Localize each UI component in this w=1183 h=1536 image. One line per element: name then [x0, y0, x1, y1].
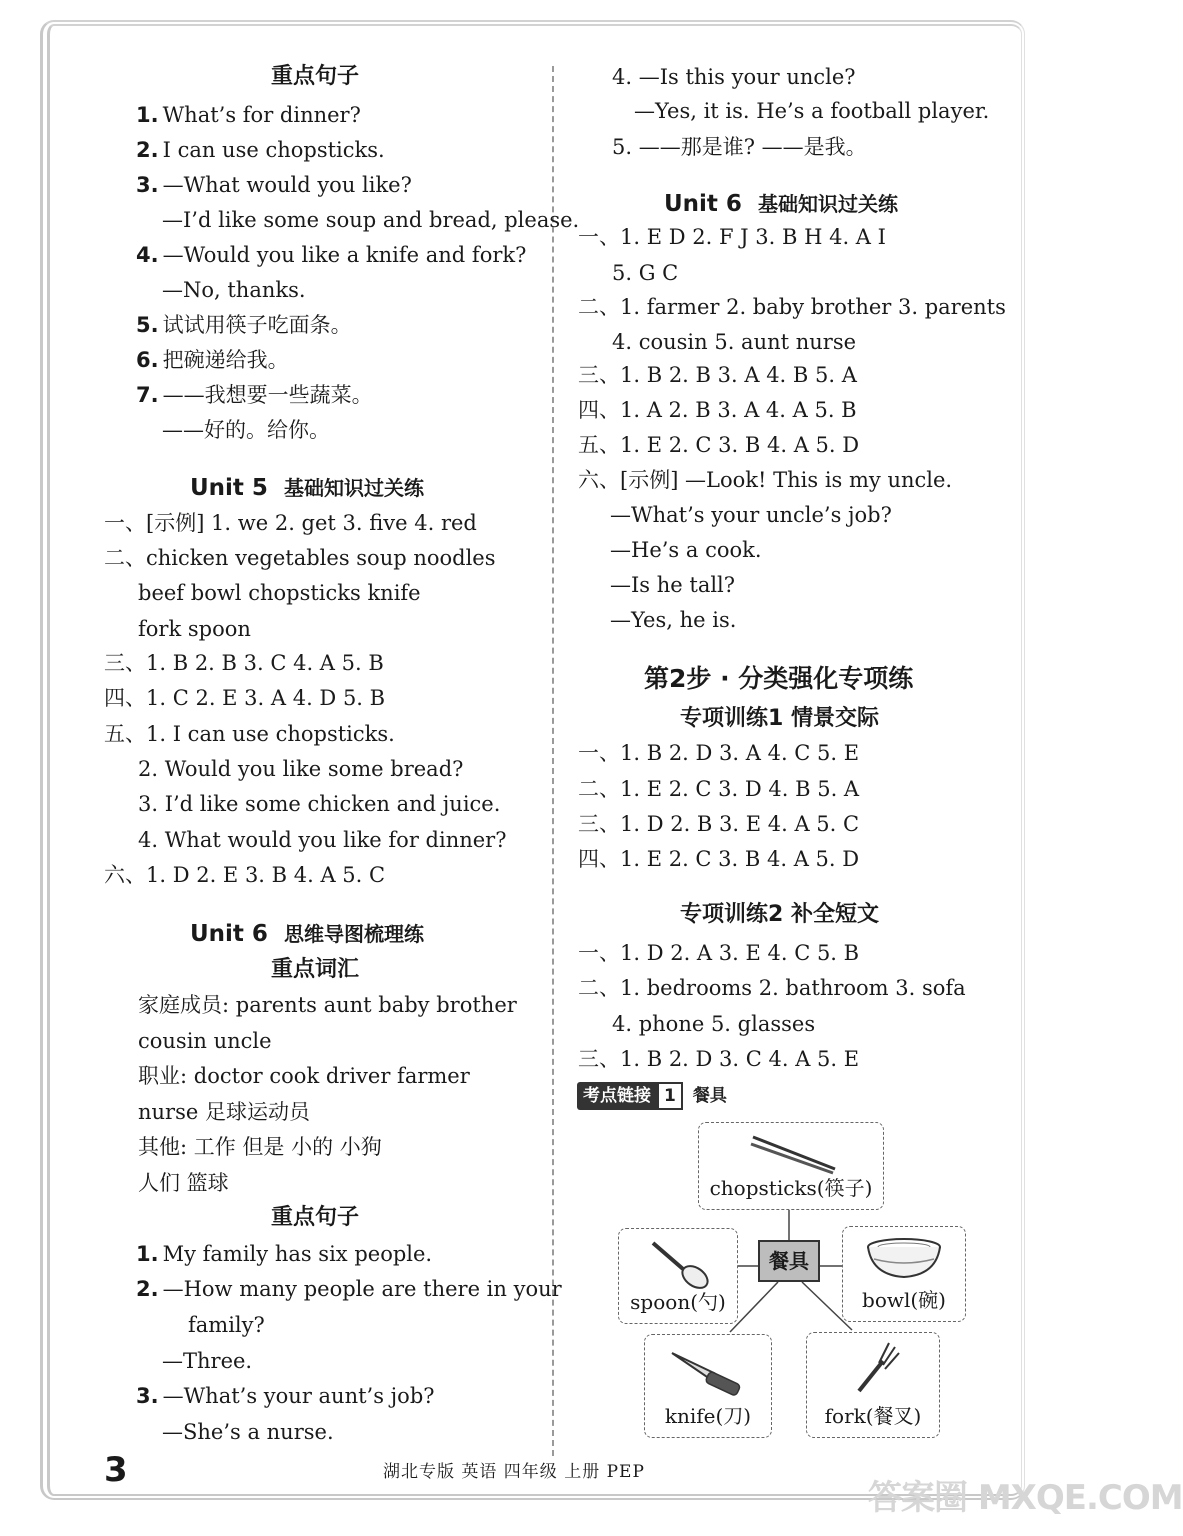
spoon-label: spoon(勺): [630, 1290, 726, 1314]
column-divider: [552, 66, 554, 1456]
list-item: 1. My family has six people.: [136, 1242, 433, 1266]
bowl-icon: [862, 1235, 946, 1283]
fork-icon: [841, 1339, 905, 1397]
answer-row: 三、1. B 2. D 3. C 4. A 5. E: [578, 1047, 860, 1071]
answer-row: 四、1. C 2. E 3. A 4. D 5. B: [104, 686, 386, 710]
list-item: 4. —Is this your uncle?: [612, 65, 856, 89]
list-item: 7. ——我想要一些蔬菜。: [136, 383, 373, 407]
answer-row: 4. What would you like for dinner?: [138, 828, 507, 852]
answer-row: 五、1. I can use chopsticks.: [104, 722, 395, 746]
bowl-label: bowl(碗): [862, 1288, 946, 1312]
tag-label: 餐具: [692, 1086, 727, 1106]
answer-row: 3. I’d like some chicken and juice.: [138, 792, 501, 816]
chopsticks-label: chopsticks(筷子): [709, 1176, 873, 1200]
answer-row: 二、chicken vegetables soup noodles: [104, 546, 496, 570]
vocab-row: 人们 篮球: [138, 1171, 229, 1195]
answer-row: 一、1. D 2. A 3. E 4. C 5. B: [578, 941, 860, 965]
answer-row: 2. Would you like some bread?: [138, 757, 464, 781]
answer-row: 二、1. E 2. C 3. D 4. B 5. A: [578, 777, 860, 801]
vocab-row: 职业: doctor cook driver farmer: [138, 1064, 470, 1088]
training2-heading: 专项训练2 补全短文: [680, 902, 879, 927]
list-item: —I’d like some soup and bread, please.: [162, 208, 580, 232]
answer-row: 四、1. A 2. B 3. A 4. A 5. B: [578, 398, 857, 422]
answer-row: —Yes, he is.: [610, 608, 737, 632]
training1-heading: 专项训练1 情景交际: [680, 706, 879, 731]
vocab-row: cousin uncle: [138, 1029, 272, 1053]
knife-card: [644, 1334, 772, 1438]
answer-row: 二、1. bedrooms 2. bathroom 3. sofa: [578, 976, 966, 1000]
chopsticks-icon: [741, 1131, 841, 1175]
list-item: 5. ——那是谁? ——是我。: [612, 135, 867, 159]
answer-row: fork spoon: [138, 617, 251, 641]
footer-book-info: 湖北专版 英语 四年级 上册 PEP: [383, 1462, 645, 1482]
watermark: 答案圈 MXQE.COM: [868, 1478, 1183, 1518]
answer-row: 二、1. farmer 2. baby brother 3. parents: [578, 295, 1006, 319]
fork-label: fork(餐叉): [824, 1404, 922, 1428]
answer-row: —He’s a cook.: [610, 538, 762, 562]
list-item: family?: [188, 1313, 265, 1337]
tag-box: 考点链接: [577, 1082, 657, 1110]
section-title-key-sentences: 重点句子: [270, 64, 359, 89]
page-number: 3: [104, 1450, 128, 1490]
answer-row: 一、1. E D 2. F J 3. B H 4. A I: [578, 225, 886, 249]
tag-number: 1: [657, 1082, 683, 1110]
spoon-card: [618, 1228, 738, 1324]
bowl-card: [842, 1226, 966, 1322]
answer-row: 三、1. D 2. B 3. E 4. A 5. C: [578, 812, 860, 836]
answer-row: 四、1. E 2. C 3. B 4. A 5. D: [578, 847, 860, 871]
list-item: 5. 试试用筷子吃面条。: [136, 313, 352, 337]
fork-card: [806, 1332, 940, 1438]
answer-row: —What’s your uncle’s job?: [610, 503, 892, 527]
answer-row: 三、1. B 2. B 3. C 4. A 5. B: [104, 651, 384, 675]
list-item: 1. What’s for dinner?: [136, 103, 361, 127]
knife-icon: [666, 1345, 750, 1395]
answer-row: 一、1. B 2. D 3. A 4. C 5. E: [578, 741, 860, 765]
exam-link-tag: [577, 1082, 727, 1110]
list-item: 3. —What would you like?: [136, 173, 412, 197]
step2-heading: 第2步 · 分类强化专项练: [644, 664, 914, 693]
vocab-row: 其他: 工作 但是 小的 小狗: [138, 1135, 382, 1159]
vocab-row: 家庭成员: parents aunt baby brother: [138, 993, 517, 1017]
list-item: —Three.: [162, 1349, 253, 1373]
answer-row: 4. phone 5. glasses: [612, 1012, 816, 1036]
knife-label: knife(刀): [664, 1404, 752, 1428]
answer-row: 六、[示例] —Look! This is my uncle.: [578, 468, 953, 492]
list-item: ——好的。给你。: [162, 418, 330, 442]
vocab-row: nurse 足球运动员: [138, 1100, 310, 1124]
answer-row: —Is he tall?: [610, 573, 736, 597]
answer-row: beef bowl chopsticks knife: [138, 581, 421, 605]
list-item: —Yes, it is. He’s a football player.: [634, 99, 990, 123]
list-item: 2. —How many people are there in your: [136, 1277, 562, 1301]
answer-row: 一、[示例] 1. we 2. get 3. five 4. red: [104, 511, 477, 535]
answer-row: 六、1. D 2. E 3. B 4. A 5. C: [104, 863, 386, 887]
list-item: 6. 把碗递给我。: [136, 348, 289, 372]
section-title-key-vocab: 重点词汇: [270, 957, 359, 982]
answer-row: 5. G C: [612, 261, 679, 285]
spoon-icon: [643, 1235, 713, 1289]
list-item: 3. —What’s your aunt’s job?: [136, 1384, 435, 1408]
tableware-mindmap: [612, 1118, 972, 1458]
unit6-basics-heading: Unit 6 基础知识过关练: [664, 191, 898, 217]
section-title-key-sentences-2: 重点句子: [270, 1205, 359, 1230]
answer-row: 三、1. B 2. B 3. A 4. B 5. A: [578, 363, 857, 387]
list-item: —She’s a nurse.: [162, 1420, 334, 1444]
list-item: 4. —Would you like a knife and fork?: [136, 243, 527, 267]
answer-row: 4. cousin 5. aunt nurse: [612, 330, 857, 354]
unit6-mindmap-heading: Unit 6 思维导图梳理练: [190, 921, 424, 947]
center-node: 餐具: [758, 1240, 820, 1282]
chopsticks-card: [698, 1122, 884, 1210]
list-item: 2. I can use chopsticks.: [136, 138, 385, 162]
answer-row: 五、1. E 2. C 3. B 4. A 5. D: [578, 433, 860, 457]
unit5-heading: Unit 5 基础知识过关练: [190, 475, 424, 501]
list-item: —No, thanks.: [162, 278, 306, 302]
